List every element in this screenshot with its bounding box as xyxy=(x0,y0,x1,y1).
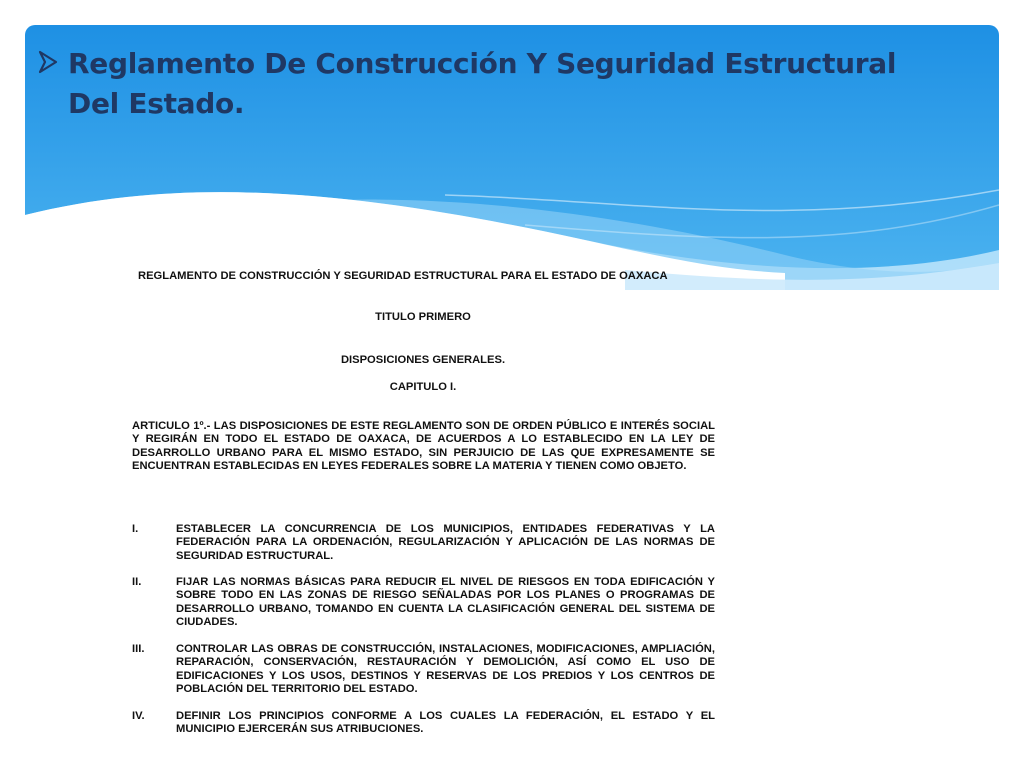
document-heading-disposiciones: DISPOSICIONES GENERALES. xyxy=(340,354,506,366)
list-item-text: FIJAR LAS NORMAS BÁSICAS PARA REDUCIR EL NIVEL DE RIESGOS EN TODA EDIFICACIÓN Y SOBRE TODO EN LAS ZONAS DE RIESGO SEÑALADAS POR LOS PLANES O PROGRAMAS DE DESARROLLO URBANO, TOMANDO EN CUENTA LA CLASIFICACIÓN GENERAL DEL SISTEMA DE CIUDADES. xyxy=(176,576,715,629)
list-item-number: I. xyxy=(132,523,139,535)
scanned-document xyxy=(128,262,724,746)
document-title: REGLAMENTO DE CONSTRUCCIÓN Y SEGURIDAD ESTRUCTURAL PARA EL ESTADO DE OAXACA xyxy=(138,270,668,282)
slide-title: Reglamento De Construcción Y Seguridad Estructural Del Estado. xyxy=(68,47,897,120)
list-item-number: II. xyxy=(132,576,142,588)
list-item-text: CONTROLAR LAS OBRAS DE CONSTRUCCIÓN, INSTALACIONES, MODIFICACIONES, AMPLIACIÓN, REPARACIÓN, CONSERVACIÓN, RESTAURACIÓN Y DEMOLICIÓN, ASÍ COMO EL USO DE EDIFICACIONES Y LOS USOS, DESTINOS Y RESERVAS DE LOS PREDIOS Y LOS CENTROS DE POBLACIÓN DEL TERRITORIO DEL ESTADO. xyxy=(176,643,715,696)
article-paragraph: ARTICULO 1º.- LAS DISPOSICIONES DE ESTE REGLAMENTO SON DE ORDEN PÚBLICO E INTERÉS SOCIAL Y REGIRÁN EN TODO EL ESTADO DE OAXACA, DE ACUERDOS A LO ESTABLECIDO EN LA LEY DE DESARROLLO URBANO PARA EL MISMO ESTADO, SIN PERJUICIO DE LAS QUE EXPRESAMENTE SE ENCUENTRAN ESTABLECIDAS EN LEYES FEDERALES SOBRE LA MATERIA Y TIENEN COMO OBJETO. xyxy=(132,420,715,473)
document-heading-capitulo: CAPITULO I. xyxy=(389,381,457,393)
list-item-number: IV. xyxy=(132,710,145,722)
list-item-text: DEFINIR LOS PRINCIPIOS CONFORME A LOS CUALES LA FEDERACIÓN, EL ESTADO Y EL MUNICIPIO EJERCERÁN SUS ATRIBUCIONES. xyxy=(176,710,715,736)
list-item-number: III. xyxy=(132,643,145,655)
document-heading-titulo: TITULO PRIMERO xyxy=(375,311,471,323)
list-item-text: ESTABLECER LA CONCURRENCIA DE LOS MUNICIPIOS, ENTIDADES FEDERATIVAS Y LA FEDERACIÓN PARA LA ORDENACIÓN, REGULARIZACIÓN Y APLICACIÓN DE LAS NORMAS DE SEGURIDAD ESTRUCTURAL. xyxy=(176,523,715,562)
arrow-bullet-icon xyxy=(38,50,58,74)
